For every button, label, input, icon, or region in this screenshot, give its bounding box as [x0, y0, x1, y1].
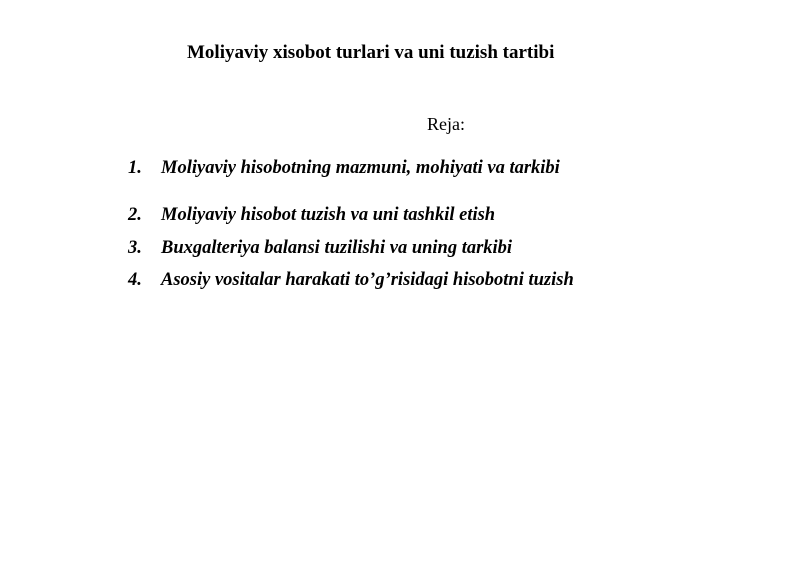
- plan-item-text: Moliyaviy hisobot tuzish va uni tashkil etish: [161, 205, 496, 225]
- plan-item-text: Moliyaviy hisobotning mazmuni, mohiyati va tarkibi: [161, 158, 560, 178]
- plan-item-number: 3.: [128, 238, 142, 258]
- plan-item-number: 2.: [128, 205, 142, 225]
- plan-item: [128, 205, 495, 226]
- plan-item: [128, 158, 560, 179]
- plan-heading: Reja:: [427, 114, 465, 134]
- plan-item: [128, 238, 512, 259]
- document-title: Moliyaviy xisobot turlari va uni tuzish tartibi: [187, 42, 555, 63]
- plan-item-number: 1.: [128, 158, 142, 178]
- plan-item-text: Asosiy vositalar harakati to’g’risidagi hisobotni tuzish: [161, 270, 574, 290]
- plan-item-number: 4.: [128, 270, 142, 290]
- plan-item-text: Buxgalteriya balansi tuzilishi va uning tarkibi: [161, 238, 513, 258]
- plan-item: [128, 270, 574, 291]
